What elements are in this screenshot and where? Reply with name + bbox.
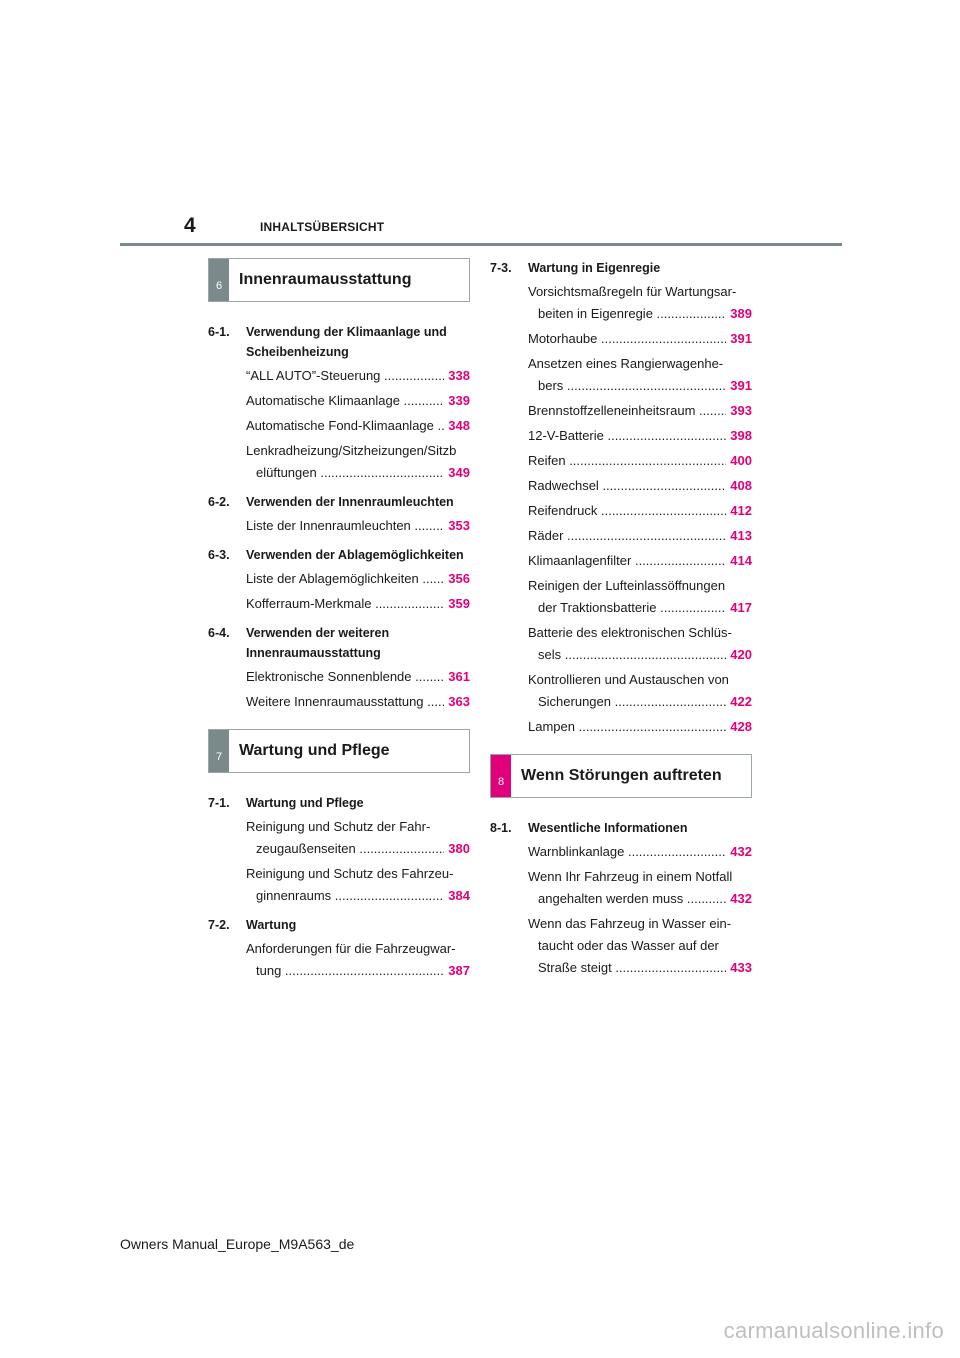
page-reference[interactable]: 412: [730, 503, 752, 518]
entry-label: Motorhaube .....: [528, 328, 726, 350]
chapter-header: [208, 729, 470, 773]
toc-entry[interactable]: [246, 938, 470, 982]
watermark: carmanualsonline.info: [723, 1318, 944, 1343]
toc-entry[interactable]: [528, 400, 752, 422]
left-column: [208, 258, 470, 982]
page-reference[interactable]: 413: [730, 528, 752, 543]
toc-entry[interactable]: [528, 716, 752, 738]
entry-line: [246, 838, 470, 860]
entry-line: [528, 888, 752, 910]
entry-label: taucht oder das Wasser auf der: [538, 938, 719, 953]
entry-label: Brennstoffzelleneinheitsraum .....: [528, 400, 726, 422]
toc-entry[interactable]: [528, 550, 752, 572]
entry-label: Wenn Ihr Fahrzeug in einem Notfall: [528, 869, 733, 884]
toc-entry[interactable]: [246, 666, 470, 688]
entry-label: der Traktionsbatterie .....: [528, 597, 726, 619]
entry-line: [246, 691, 470, 713]
toc-section: [208, 623, 470, 713]
entry-line: [528, 328, 752, 350]
entry-label: Reinigen der Lufteinlassöffnungen: [528, 578, 726, 593]
entry-line: [528, 475, 752, 497]
entry-line: [528, 716, 752, 738]
chapter-number: 8: [491, 755, 511, 797]
entry-label: Lampen .....: [528, 716, 726, 738]
entry-line: [528, 303, 752, 325]
section-title: Verwenden der weiteren Innenraumausstattung: [246, 626, 390, 660]
entry-label: Reinigung und Schutz des Fahrzeu-: [246, 866, 454, 881]
page-reference[interactable]: 391: [730, 331, 752, 346]
chapter-title: Innenraumausstattung: [239, 271, 412, 288]
section-heading: [208, 623, 470, 663]
entry-label: “ALL AUTO”-Steuerung .....: [246, 365, 444, 387]
entry-line: [246, 666, 470, 688]
entry-line: [528, 375, 752, 397]
page-reference[interactable]: 339: [448, 393, 470, 408]
entry-line: [246, 365, 470, 387]
page-reference[interactable]: 432: [730, 844, 752, 859]
entry-line: [528, 957, 752, 979]
section-title: Verwenden der Innenraumleuchten: [246, 495, 454, 509]
entry-label: beiten in Eigenregie .....: [528, 303, 726, 325]
section-title: Wartung in Eigenregie: [528, 261, 661, 275]
entry-line: [246, 593, 470, 615]
toc-section: [208, 322, 470, 484]
section-heading: [208, 322, 470, 362]
page-reference[interactable]: 398: [730, 428, 752, 443]
toc-entry[interactable]: [246, 863, 470, 907]
entry-label: Reinigung und Schutz der Fahr-: [246, 819, 431, 834]
entry-line: [528, 597, 752, 619]
toc-section: [208, 793, 470, 907]
entry-label: Automatische Fond-Klimaanlage .....: [246, 415, 444, 437]
page-reference[interactable]: 359: [448, 596, 470, 611]
section-heading: [208, 545, 470, 565]
entry-line: [528, 450, 752, 472]
entry-label: Klimaanlagenfilter .....: [528, 550, 726, 572]
entry-label: Batterie des elektronischen Schlüs-: [528, 625, 732, 640]
entry-label: Kontrollieren und Austauschen von: [528, 672, 729, 687]
entry-line: [528, 525, 752, 547]
page-reference[interactable]: 389: [730, 306, 752, 321]
page-reference[interactable]: 422: [730, 694, 752, 709]
page-reference[interactable]: 393: [730, 403, 752, 418]
entry-label: Sicherungen .....: [528, 691, 726, 713]
entry-label: tung .....: [246, 960, 444, 982]
section-number: 7-1.: [208, 796, 230, 810]
entry-label: Ansetzen eines Rangierwagenhe-: [528, 356, 724, 371]
page-number: 4: [184, 214, 196, 237]
section-number: 6-4.: [208, 626, 230, 640]
chapter-header: [490, 754, 752, 798]
chapter-number: 7: [209, 730, 229, 772]
page-reference[interactable]: 380: [448, 841, 470, 856]
entry-line: [246, 462, 470, 484]
page-reference[interactable]: 408: [730, 478, 752, 493]
entry-label: Weitere Innenraumausstattung .....: [246, 691, 444, 713]
page-reference[interactable]: 391: [730, 378, 752, 393]
toc-entry[interactable]: [528, 450, 752, 472]
entry-label: elüftungen .....: [246, 462, 444, 484]
toc-entry[interactable]: [528, 328, 752, 350]
entry-label: Elektronische Sonnenblende .....: [246, 666, 444, 688]
section-heading: [490, 818, 752, 838]
toc-entry[interactable]: [528, 622, 752, 666]
entry-line: [528, 500, 752, 522]
toc-entry[interactable]: [528, 913, 752, 979]
section-number: 6-3.: [208, 548, 230, 562]
page-reference[interactable]: 361: [448, 669, 470, 684]
page-reference[interactable]: 387: [448, 963, 470, 978]
section-title: Wesentliche Informationen: [528, 821, 688, 835]
page-reference[interactable]: 400: [730, 453, 752, 468]
toc-section: [208, 545, 470, 615]
toc-entry[interactable]: [528, 425, 752, 447]
chapter-number: 6: [209, 259, 229, 301]
chapter-title: Wenn Störungen auftreten: [521, 767, 722, 784]
toc-entry[interactable]: [246, 593, 470, 615]
page-title: INHALTSÜBERSICHT: [260, 220, 385, 234]
entry-line: [528, 400, 752, 422]
toc-entry[interactable]: [528, 281, 752, 325]
page-reference[interactable]: 417: [730, 600, 752, 615]
page-reference[interactable]: 384: [448, 888, 470, 903]
entry-line: [528, 425, 752, 447]
toc-entry[interactable]: [528, 575, 752, 619]
toc-entry[interactable]: [528, 841, 752, 863]
entry-label: zeugaußenseiten .....: [246, 838, 444, 860]
toc-entry[interactable]: [528, 475, 752, 497]
page-reference[interactable]: 420: [730, 647, 752, 662]
section-heading: [208, 793, 470, 813]
entry-label: Anforderungen für die Fahrzeugwar-: [246, 941, 456, 956]
page-reference[interactable]: 433: [730, 960, 752, 975]
toc-entry[interactable]: [528, 500, 752, 522]
entry-label: angehalten werden muss .....: [528, 888, 726, 910]
header-divider: [120, 243, 842, 246]
page-reference[interactable]: 363: [448, 694, 470, 709]
page-reference[interactable]: 348: [448, 418, 470, 433]
right-column: [490, 258, 752, 979]
section-title: Verwenden der Ablagemöglichkeiten: [246, 548, 464, 562]
entry-label: Warnblinkanlage .....: [528, 841, 726, 863]
entry-label: Radwechsel .....: [528, 475, 726, 497]
page-reference[interactable]: 349: [448, 465, 470, 480]
page-reference[interactable]: 338: [448, 368, 470, 383]
entry-line: [528, 550, 752, 572]
toc-entry[interactable]: [246, 390, 470, 412]
entry-label: Straße steigt .....: [528, 957, 726, 979]
entry-label: Reifendruck .....: [528, 500, 726, 522]
toc-entry[interactable]: [528, 525, 752, 547]
chapter-header: [208, 258, 470, 302]
section-number: 6-2.: [208, 495, 230, 509]
entry-label: Liste der Ablagemöglichkeiten .....: [246, 568, 444, 590]
toc-entry[interactable]: [528, 866, 752, 910]
entry-line: [528, 691, 752, 713]
entry-line: [528, 644, 752, 666]
entry-label: Lenkradheizung/Sitzheizungen/Sitzb: [246, 443, 457, 458]
entry-line: [246, 515, 470, 537]
entry-line: [246, 568, 470, 590]
section-number: 7-3.: [490, 261, 512, 275]
toc-entry[interactable]: [528, 669, 752, 713]
toc-entry[interactable]: [246, 515, 470, 537]
page-reference[interactable]: 356: [448, 571, 470, 586]
entry-label: Wenn das Fahrzeug in Wasser ein-: [528, 916, 732, 931]
toc-entry[interactable]: [246, 365, 470, 387]
entry-label: ginnenraums .....: [246, 885, 444, 907]
entry-line: [246, 390, 470, 412]
toc-section: [490, 258, 752, 738]
section-title: Wartung: [246, 918, 297, 932]
entry-line: [246, 415, 470, 437]
entry-label: Kofferraum-Merkmale .....: [246, 593, 444, 615]
page-reference[interactable]: 432: [730, 891, 752, 906]
entry-label: Liste der Innenraumleuchten .....: [246, 515, 444, 537]
section-title: Verwendung der Klimaanlage und Scheibenheizung: [246, 325, 447, 359]
page-reference[interactable]: 353: [448, 518, 470, 533]
entry-line: [246, 960, 470, 982]
section-number: 7-2.: [208, 918, 230, 932]
entry-label: sels .....: [528, 644, 726, 666]
section-number: 8-1.: [490, 821, 512, 835]
section-title: Wartung und Pflege: [246, 796, 364, 810]
entry-line: [246, 885, 470, 907]
page-reference[interactable]: 428: [730, 719, 752, 734]
section-heading: [208, 915, 470, 935]
entry-label: Reifen .....: [528, 450, 726, 472]
toc-entry[interactable]: [246, 568, 470, 590]
toc-entry[interactable]: [246, 816, 470, 860]
entry-label: Vorsichtsmaßregeln für Wartungsar-: [528, 284, 737, 299]
entry-line: [528, 841, 752, 863]
toc-section: [490, 818, 752, 979]
entry-label: 12-V-Batterie .....: [528, 425, 726, 447]
entry-label: Automatische Klimaanlage .....: [246, 390, 444, 412]
toc-entry[interactable]: [246, 415, 470, 437]
chapter-title: Wartung und Pflege: [239, 742, 390, 759]
toc-entry[interactable]: [528, 353, 752, 397]
section-number: 6-1.: [208, 325, 230, 339]
footer-text: Owners Manual_Europe_M9A563_de: [120, 1236, 355, 1252]
section-heading: [208, 492, 470, 512]
toc-section: [208, 915, 470, 982]
section-heading: [490, 258, 752, 278]
toc-section: [208, 492, 470, 537]
toc-entry[interactable]: [246, 691, 470, 713]
entry-label: bers .....: [528, 375, 726, 397]
entry-label: Räder .....: [528, 525, 726, 547]
toc-entry[interactable]: [246, 440, 470, 484]
page-reference[interactable]: 414: [730, 553, 752, 568]
